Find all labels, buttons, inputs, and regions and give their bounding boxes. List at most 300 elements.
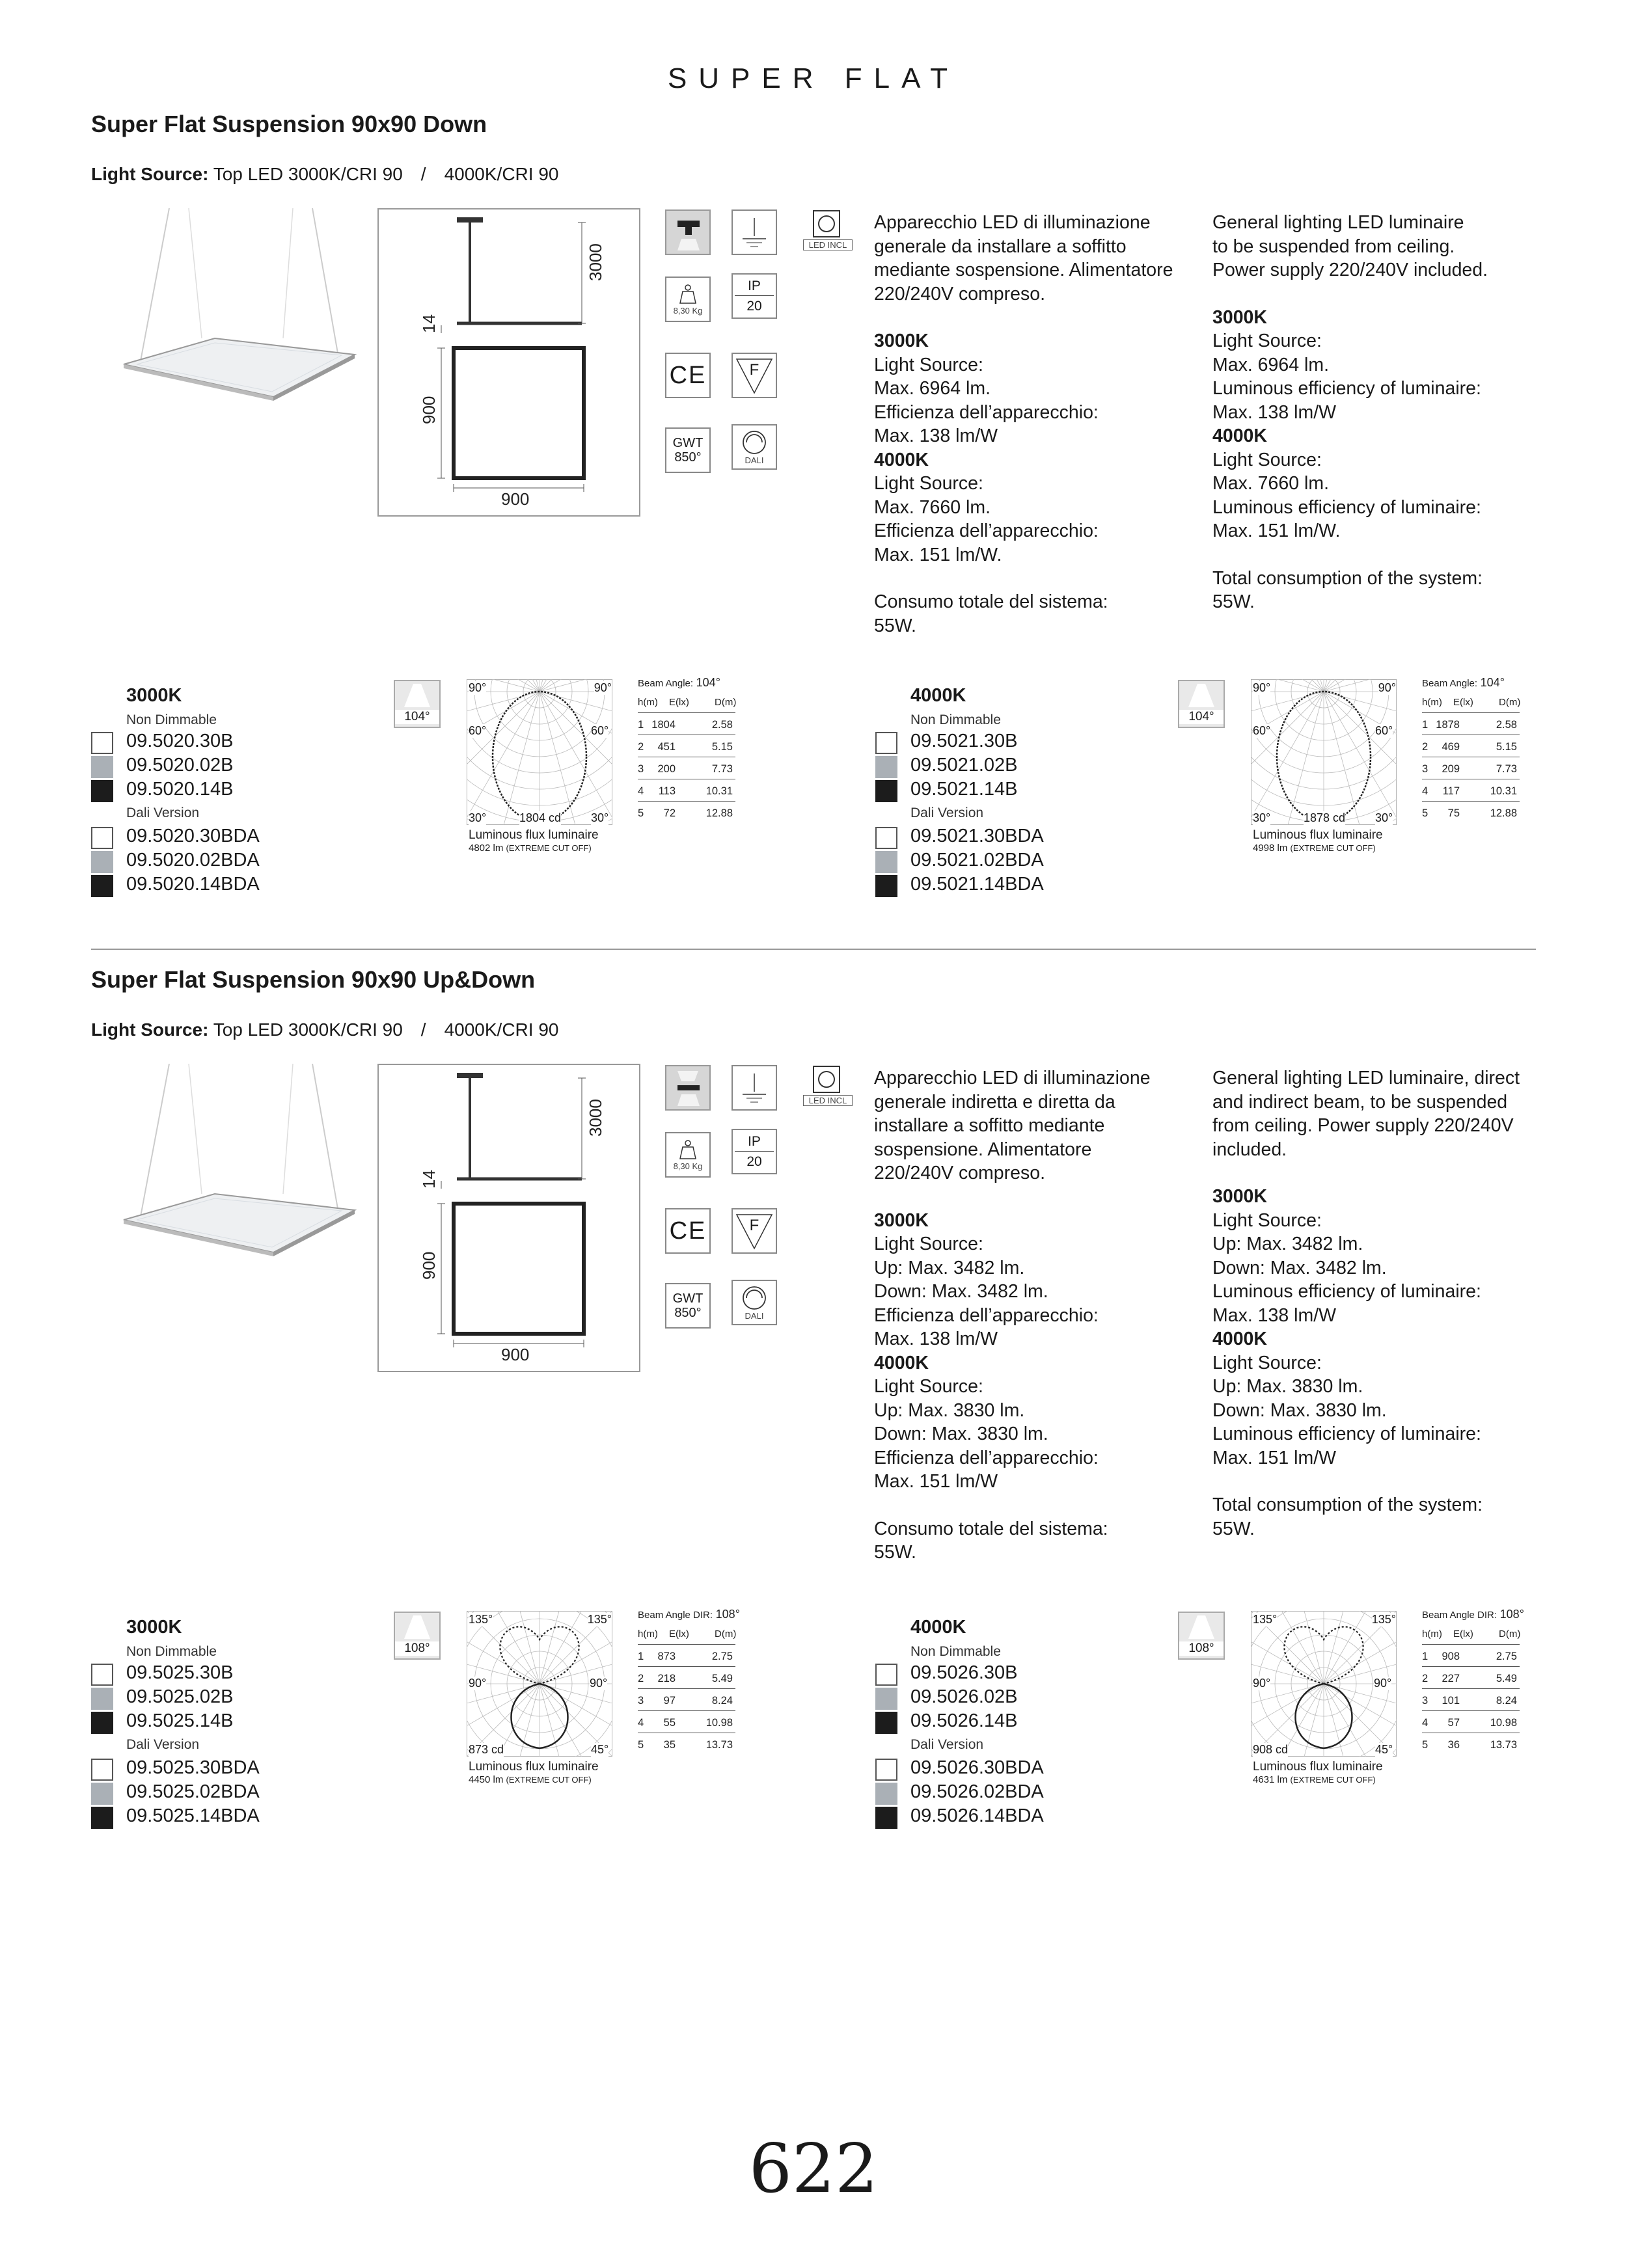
desc-3000k-line: Down: Max. 3482 lm.	[1212, 1257, 1387, 1278]
dali-label: DALI	[745, 455, 764, 465]
table-header: D(m)	[1499, 1628, 1521, 1640]
light-source-value-2: 4000K/CRI 90	[444, 1019, 559, 1040]
product-photo	[117, 1064, 364, 1259]
beam-angle-value: 104°	[1179, 710, 1224, 724]
finish-swatch	[91, 1712, 113, 1734]
cutoff-label: (EXTREME CUT OFF)	[1290, 1775, 1376, 1785]
table-cell: 7.73	[711, 763, 733, 775]
product-section	[0, 111, 1627, 956]
desc-4000k-line: Max. 7660 lm.	[874, 496, 991, 518]
desc-4000k-line: Light Source:	[874, 473, 983, 494]
dali-icon	[731, 1280, 777, 1325]
table-cell: 3	[1422, 1695, 1429, 1707]
table-cell: 97	[663, 1695, 676, 1707]
table-cell: 3	[1422, 763, 1429, 775]
section-divider	[91, 949, 1536, 950]
table-cell: 1	[638, 1651, 644, 1662]
beam-angle-table-value: 108°	[715, 1608, 740, 1621]
illuminance-table	[638, 1608, 742, 1777]
table-cell: 8.24	[711, 1695, 733, 1707]
table-cell: 3	[638, 1695, 644, 1707]
table-cell: 57	[1447, 1717, 1460, 1729]
ip-rating-icon	[731, 273, 777, 319]
table-row	[1422, 1670, 1520, 1689]
table-cell: 227	[1442, 1673, 1460, 1684]
table-row	[1422, 716, 1520, 735]
dali-icon	[731, 424, 777, 470]
table-cell: 469	[1442, 741, 1460, 753]
table-row	[638, 783, 735, 802]
weight-icon	[665, 277, 711, 322]
table-header: h(m)	[638, 697, 658, 708]
beam-angle-label: Beam Angle:	[1422, 678, 1478, 689]
product-photo	[117, 208, 364, 403]
desc-consumption-line: Total consumption of the system:	[1212, 1494, 1483, 1515]
table-row	[638, 1714, 735, 1733]
beam-angle-table-value: 108°	[1499, 1608, 1524, 1621]
desc-4000k-heading: 4000K	[874, 1352, 929, 1373]
finish-swatch	[875, 1688, 897, 1710]
flux-label: Luminous flux luminaire	[1253, 1760, 1383, 1774]
desc-4000k-heading: 4000K	[1212, 425, 1267, 446]
finish-swatch	[91, 1783, 113, 1805]
table-cell: 908	[1442, 1651, 1460, 1662]
light-source-separator: /	[420, 1019, 426, 1040]
desc-intro-line: included.	[1212, 1139, 1287, 1160]
gwt-label: GWT	[672, 1291, 704, 1306]
finish-swatch	[91, 1807, 113, 1829]
ip-value: 20	[746, 1154, 762, 1169]
product-code-dali: 09.5025.02BDA	[126, 1781, 260, 1802]
product-code: 09.5020.14B	[126, 779, 234, 800]
non-dimmable-label: Non Dimmable	[910, 712, 1001, 727]
desc-3000k-line: Max. 138 lm/W	[1212, 1304, 1337, 1326]
polar-label-tr: 90°	[594, 681, 612, 694]
product-code-dali: 09.5021.14BDA	[910, 874, 1044, 895]
polar-label-tr: 90°	[1378, 681, 1396, 694]
table-cell: 218	[657, 1673, 676, 1684]
table-cell: 1	[1422, 1651, 1429, 1662]
product-code-dali: 09.5025.14BDA	[126, 1805, 260, 1826]
f-mark-icon	[731, 353, 777, 398]
beam-angle-icon	[394, 1612, 441, 1660]
table-cell: 2.58	[1496, 719, 1517, 731]
led-incl-label: LED INCL	[803, 1095, 853, 1106]
desc-4000k-line: Max. 151 lm/W	[1212, 1447, 1337, 1468]
desc-3000k-line: Up: Max. 3482 lm.	[1212, 1234, 1363, 1254]
light-source-separator: /	[420, 164, 426, 184]
beam-angle-header	[1422, 676, 1505, 690]
desc-4000k-line: Luminous efficiency of luminaire:	[1212, 1424, 1481, 1444]
variant-block-3000k	[91, 676, 807, 919]
polar-label-ml: 60°	[469, 724, 487, 737]
variant-temperature: 4000K	[910, 685, 966, 706]
cable-length: 3000	[586, 1099, 605, 1137]
cutoff-label: (EXTREME CUT OFF)	[506, 1775, 592, 1785]
variant-block-4000k	[875, 1608, 1591, 1851]
polar-label-tl: 90°	[469, 681, 487, 694]
desc-intro-line: from ceiling. Power supply 220/240V	[1212, 1115, 1514, 1136]
desc-consumption-line: Total consumption of the system:	[1212, 567, 1483, 589]
thickness-dim: 14	[419, 314, 439, 333]
finish-swatch	[91, 756, 113, 778]
polar-label-bl: 30°	[1253, 811, 1271, 824]
dali-version-label: Dali Version	[126, 1737, 200, 1752]
flux-label: Luminous flux luminaire	[469, 828, 599, 842]
finish-swatch	[91, 1664, 113, 1686]
finish-swatch	[875, 1783, 897, 1805]
table-cell: 10.98	[1490, 1717, 1517, 1729]
ce-mark-icon	[665, 353, 711, 398]
table-header-row	[1422, 694, 1520, 713]
desc-consumption-line: Consumo totale del sistema:	[874, 591, 1108, 612]
cable-length: 3000	[586, 243, 605, 281]
product-code-dali: 09.5020.02BDA	[126, 850, 260, 871]
width-dim: 900	[501, 1345, 530, 1364]
illuminance-table	[1422, 676, 1526, 845]
light-source-label: Light Source:	[91, 164, 209, 184]
table-header-row	[638, 694, 735, 713]
desc-intro-line: to be suspended from ceiling.	[1212, 236, 1455, 257]
finish-swatch	[875, 1807, 897, 1829]
polar-label-bl: 30°	[469, 811, 487, 824]
product-code: 09.5020.30B	[126, 731, 234, 751]
desc-intro-line: 220/240V compreso.	[874, 1163, 1045, 1183]
dali-version-label: Dali Version	[126, 805, 200, 820]
table-cell: 10.31	[705, 785, 733, 797]
table-row	[1422, 738, 1520, 757]
led-incl-label: LED INCL	[803, 239, 853, 250]
desc-intro-line: 220/240V compreso.	[874, 283, 1045, 304]
finish-swatch	[91, 780, 113, 802]
dali-label: DALI	[745, 1310, 764, 1321]
flux-value: 4802 lm	[469, 843, 504, 854]
desc-consumption-line: Consumo totale del sistema:	[874, 1518, 1108, 1539]
product-code: 09.5026.02B	[910, 1686, 1018, 1707]
desc-3000k-line: Max. 6964 lm.	[1212, 354, 1329, 375]
product-code-dali: 09.5025.30BDA	[126, 1757, 260, 1778]
desc-3000k-line: Light Source:	[1212, 331, 1322, 351]
table-cell: 75	[1447, 807, 1460, 819]
table-cell: 2	[638, 1673, 644, 1684]
flux-value-row	[469, 1774, 592, 1785]
illuminance-table	[1422, 1608, 1526, 1777]
mounting-icon	[665, 1065, 711, 1111]
desc-intro-line: General lighting LED luminaire, direct	[1212, 1068, 1520, 1088]
ce-label: CE	[669, 1217, 707, 1245]
table-row	[1422, 761, 1520, 779]
table-cell: 2.58	[711, 719, 733, 731]
section-title: Super Flat Suspension 90x90 Down	[91, 111, 487, 137]
finish-swatch	[91, 827, 113, 849]
table-header: E(lx)	[1453, 697, 1473, 708]
weight-icon	[665, 1132, 711, 1178]
table-cell: 4	[1422, 785, 1429, 797]
spec-icons	[665, 1065, 854, 1345]
flux-value-row	[1253, 1774, 1376, 1785]
polar-label-br: 45°	[1375, 1743, 1393, 1756]
led-included-icon	[803, 209, 851, 255]
desc-intro-line: mediante sospensione. Alimentatore	[874, 260, 1173, 280]
desc-consumption-line: 55W.	[874, 615, 916, 636]
desc-intro-line: Apparecchio LED di illuminazione	[874, 212, 1151, 233]
desc-4000k-heading: 4000K	[874, 449, 929, 470]
dimension-drawing	[377, 1064, 640, 1372]
table-header: E(lx)	[1453, 1628, 1473, 1640]
table-cell: 7.73	[1496, 763, 1517, 775]
table-cell: 10.98	[705, 1717, 733, 1729]
desc-3000k-line: Up: Max. 3482 lm.	[874, 1257, 1025, 1278]
desc-consumption-line: 55W.	[1212, 1518, 1255, 1539]
beam-angle-icon	[394, 680, 441, 728]
product-code: 09.5026.30B	[910, 1662, 1018, 1683]
desc-4000k-line: Down: Max. 3830 lm.	[1212, 1399, 1387, 1421]
finish-swatch	[875, 780, 897, 802]
flux-label: Luminous flux luminaire	[469, 1760, 599, 1774]
light-source-line	[91, 164, 558, 185]
variant-block-3000k	[91, 1608, 807, 1851]
finish-swatch	[91, 1688, 113, 1710]
mounting-icon	[665, 209, 711, 255]
finish-swatch	[91, 1759, 113, 1781]
table-header: E(lx)	[669, 1628, 689, 1640]
beam-angle-table-value: 104°	[1480, 676, 1505, 689]
light-source-value-2: 4000K/CRI 90	[444, 164, 559, 184]
desc-4000k-line: Luminous efficiency of luminaire:	[1212, 496, 1481, 518]
variant-temperature: 4000K	[910, 1617, 966, 1638]
product-code-dali: 09.5020.14BDA	[126, 874, 260, 895]
table-row	[638, 738, 735, 757]
finish-swatch	[875, 756, 897, 778]
ip-label: IP	[735, 278, 774, 296]
non-dimmable-label: Non Dimmable	[910, 1644, 1001, 1659]
desc-4000k-line: Max. 151 lm/W	[874, 1471, 998, 1492]
desc-4000k-line: Down: Max. 3830 lm.	[874, 1424, 1048, 1444]
table-cell: 2	[638, 741, 644, 753]
desc-4000k-line: Efficienza dell’apparecchio:	[874, 1447, 1099, 1468]
table-row	[1422, 1692, 1520, 1711]
polar-label-mr: 60°	[591, 724, 609, 737]
table-row	[638, 1648, 735, 1667]
ce-label: CE	[669, 361, 707, 389]
table-cell: 101	[1442, 1695, 1460, 1707]
desc-3000k-line: Max. 6964 lm.	[874, 378, 991, 399]
table-row	[638, 716, 735, 735]
flux-value-row	[1253, 843, 1376, 854]
finish-swatch	[875, 875, 897, 897]
table-cell: 13.73	[1490, 1739, 1517, 1751]
desc-intro-line: generale da installare a soffitto	[874, 236, 1127, 257]
table-header: E(lx)	[669, 697, 689, 708]
desc-3000k-line: Down: Max. 3482 lm.	[874, 1281, 1048, 1302]
weight-label: 8,30 Kg	[673, 1161, 703, 1171]
finish-swatch	[91, 851, 113, 873]
beam-angle-header	[1422, 1608, 1524, 1621]
polar-diagram	[1250, 679, 1397, 826]
table-cell: 10.31	[1490, 785, 1517, 797]
table-row	[1422, 783, 1520, 802]
table-cell: 4	[638, 1717, 644, 1729]
polar-label-mr: 90°	[590, 1677, 608, 1690]
desc-3000k-heading: 3000K	[874, 1209, 929, 1231]
cutoff-label: (EXTREME CUT OFF)	[1290, 843, 1376, 853]
polar-label-bl: 873 cd	[469, 1743, 504, 1756]
beam-angle-table-value: 104°	[696, 676, 720, 689]
flux-value-row	[469, 843, 592, 854]
non-dimmable-label: Non Dimmable	[126, 712, 217, 727]
f-mark-icon	[731, 1208, 777, 1254]
light-source-label: Light Source:	[91, 1019, 209, 1040]
desc-3000k-heading: 3000K	[1212, 1186, 1267, 1207]
beam-angle-header	[638, 1608, 740, 1621]
product-code: 09.5025.30B	[126, 1662, 234, 1683]
description-english	[1212, 1066, 1538, 1541]
product-code-dali: 09.5026.14BDA	[910, 1805, 1044, 1826]
finish-swatch	[91, 732, 113, 754]
polar-label-tl: 90°	[1253, 681, 1271, 694]
polar-label-tr: 135°	[1371, 1613, 1396, 1626]
glow-wire-icon	[665, 427, 711, 473]
height-dim: 900	[419, 1251, 439, 1280]
table-header-row	[1422, 1626, 1520, 1645]
spec-icons	[665, 209, 854, 489]
table-cell: 451	[657, 741, 676, 753]
table-cell: 873	[657, 1651, 676, 1662]
ce-mark-icon	[665, 1208, 711, 1254]
f-label: F	[749, 1217, 759, 1234]
desc-4000k-line: Light Source:	[1212, 1352, 1322, 1373]
table-row	[638, 1692, 735, 1711]
illuminance-table	[638, 676, 742, 845]
polar-label-br: 30°	[591, 811, 609, 824]
gwt-value: 850°	[674, 1306, 702, 1320]
table-cell: 36	[1447, 1739, 1460, 1751]
beam-angle-value: 108°	[1179, 1641, 1224, 1656]
polar-label-ml: 60°	[1253, 724, 1271, 737]
product-code-dali: 09.5021.30BDA	[910, 826, 1044, 846]
table-cell: 5.49	[1496, 1673, 1517, 1684]
polar-label-tl: 135°	[469, 1613, 493, 1626]
desc-4000k-line: Efficienza dell’apparecchio:	[874, 520, 1099, 541]
table-row	[638, 761, 735, 779]
finish-swatch	[875, 851, 897, 873]
variant-temperature: 3000K	[126, 1617, 182, 1638]
product-code-dali: 09.5021.02BDA	[910, 850, 1044, 871]
product-code: 09.5021.30B	[910, 731, 1018, 751]
polar-label-bm: 1878 cd	[1304, 811, 1346, 824]
beam-angle-value: 104°	[395, 710, 439, 724]
polar-label-ml: 90°	[1253, 1677, 1271, 1690]
flux-value: 4631 lm	[1253, 1774, 1288, 1785]
product-code: 09.5020.02B	[126, 755, 234, 776]
desc-consumption-line: 55W.	[1212, 591, 1255, 612]
f-label: F	[749, 361, 759, 379]
table-cell: 12.88	[705, 807, 733, 819]
ip-rating-icon	[731, 1129, 777, 1174]
description-english	[1212, 211, 1538, 614]
desc-3000k-line: Max. 138 lm/W	[1212, 401, 1337, 423]
table-row	[638, 1670, 735, 1689]
desc-intro-line: installare a soffitto mediante	[874, 1115, 1105, 1136]
table-row	[1422, 805, 1520, 823]
polar-label-ml: 90°	[469, 1677, 487, 1690]
table-header-row	[638, 1626, 735, 1645]
flux-value: 4998 lm	[1253, 843, 1288, 854]
product-code: 09.5021.14B	[910, 779, 1018, 800]
product-code-dali: 09.5020.30BDA	[126, 826, 260, 846]
table-cell: 55	[663, 1717, 676, 1729]
product-code: 09.5025.14B	[126, 1710, 234, 1731]
beam-angle-label: Beam Angle:	[638, 678, 694, 689]
finish-swatch	[875, 1759, 897, 1781]
table-row	[1422, 1648, 1520, 1667]
gwt-value: 850°	[674, 450, 702, 465]
desc-4000k-line: Max. 151 lm/W.	[1212, 520, 1341, 541]
table-header: D(m)	[715, 697, 737, 708]
ceiling-mount-icon	[731, 1065, 777, 1111]
finish-swatch	[875, 1664, 897, 1686]
table-header: D(m)	[1499, 697, 1521, 708]
table-cell: 1878	[1436, 719, 1460, 731]
section-title: Super Flat Suspension 90x90 Up&Down	[91, 966, 536, 993]
desc-intro-line: and indirect beam, to be suspended	[1212, 1091, 1508, 1113]
description-italian	[874, 1066, 1199, 1565]
desc-3000k-line: Max. 138 lm/W	[874, 1329, 998, 1349]
table-cell: 5	[638, 807, 644, 819]
polar-label-tr: 135°	[587, 1613, 612, 1626]
beam-angle-icon	[1178, 680, 1225, 728]
table-header: h(m)	[1422, 697, 1442, 708]
table-cell: 35	[663, 1739, 676, 1751]
desc-4000k-line: Up: Max. 3830 lm.	[874, 1399, 1025, 1421]
table-cell: 4	[638, 785, 644, 797]
ip-label: IP	[735, 1134, 774, 1152]
light-source-value: Top LED 3000K/CRI 90	[213, 1019, 403, 1040]
table-cell: 113	[658, 785, 676, 797]
polar-label-bm: 1804 cd	[519, 811, 562, 824]
flux-value: 4450 lm	[469, 1774, 504, 1785]
finish-swatch	[875, 732, 897, 754]
ip-value: 20	[746, 298, 762, 314]
non-dimmable-label: Non Dimmable	[126, 1644, 217, 1659]
desc-intro-line: Apparecchio LED di illuminazione	[874, 1068, 1151, 1088]
finish-swatch	[91, 875, 113, 897]
table-cell: 2	[1422, 741, 1429, 753]
table-cell: 5	[1422, 1739, 1429, 1751]
flux-label: Luminous flux luminaire	[1253, 828, 1383, 842]
desc-4000k-line: Max. 7660 lm.	[1212, 473, 1329, 494]
table-row	[1422, 1736, 1520, 1755]
led-included-icon	[803, 1065, 851, 1111]
cutoff-label: (EXTREME CUT OFF)	[506, 843, 592, 853]
product-code: 09.5021.02B	[910, 755, 1018, 776]
brand-title: SUPER FLAT	[667, 62, 960, 94]
polar-label-br: 45°	[591, 1743, 609, 1756]
desc-3000k-heading: 3000K	[874, 331, 929, 351]
beam-angle-label: Beam Angle DIR:	[638, 1610, 713, 1621]
desc-intro-line: generale indiretta e diretta da	[874, 1091, 1115, 1113]
polar-label-br: 30°	[1375, 811, 1393, 824]
desc-4000k-line: Up: Max. 3830 lm.	[1212, 1376, 1363, 1397]
desc-intro-line: Power supply 220/240V included.	[1212, 260, 1488, 280]
desc-3000k-line: Efficienza dell’apparecchio:	[874, 1304, 1099, 1326]
table-cell: 12.88	[1490, 807, 1517, 819]
table-row	[1422, 1714, 1520, 1733]
table-cell: 2	[1422, 1673, 1429, 1684]
beam-angle-label: Beam Angle DIR:	[1422, 1610, 1497, 1621]
desc-3000k-line: Light Source:	[874, 1234, 983, 1254]
width-dim: 900	[501, 489, 530, 509]
